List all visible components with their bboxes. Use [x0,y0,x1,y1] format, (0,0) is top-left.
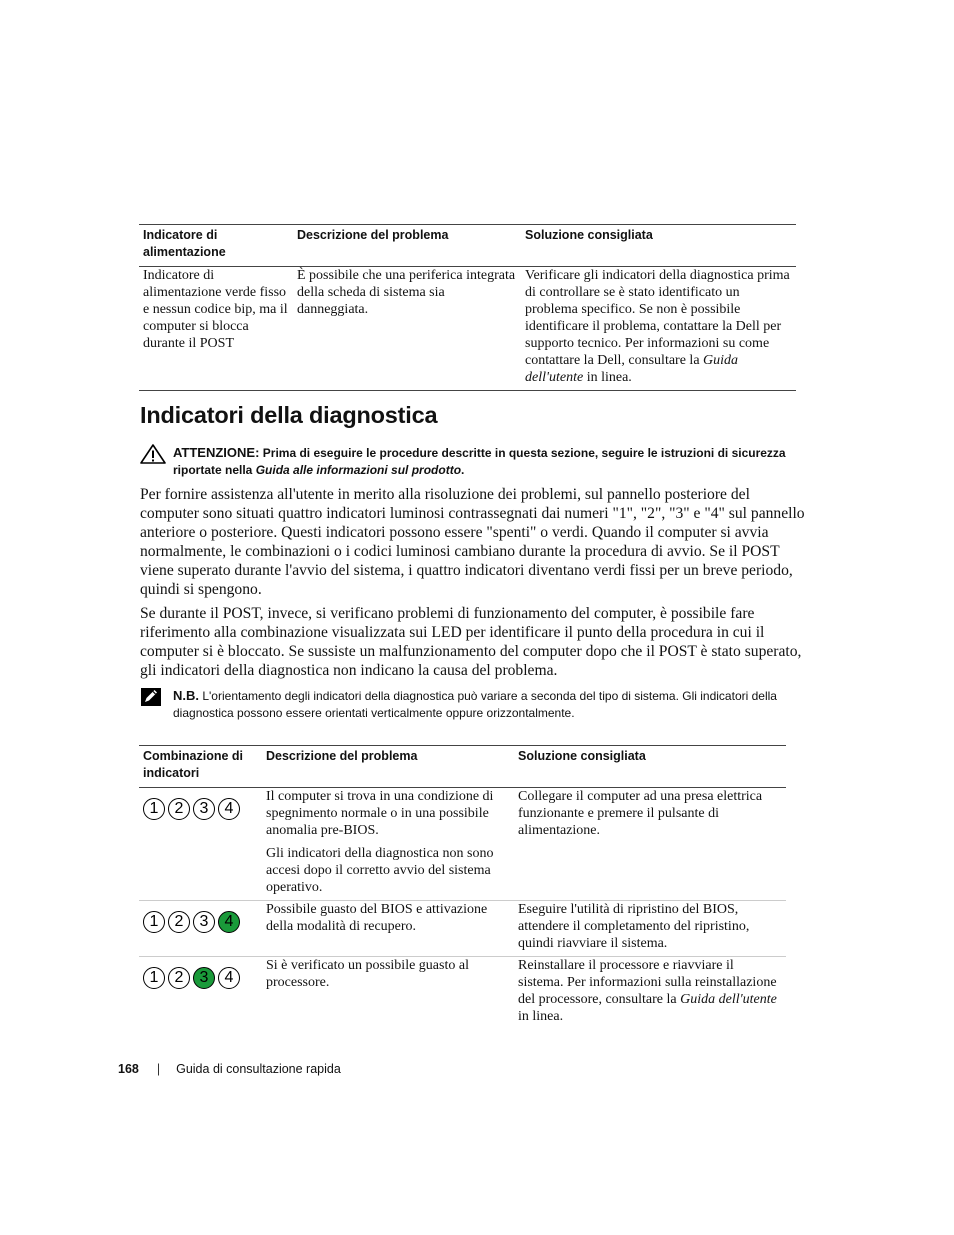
led-combination-cell [139,957,262,1030]
led-combination-cell [139,788,262,901]
led-indicator: 4 [218,967,240,989]
warning-text: Prima di eseguire le procedure descritte in questa sezione, seguire le istruzioni di sicurezza riportate nella [173,446,786,477]
note-pencil-icon [140,687,162,712]
led-indicator: 3 [193,967,215,989]
page-number: 168 [118,1062,139,1076]
column-header: Descrizione del problema [293,225,521,267]
diagnostic-lights [143,788,258,820]
table-header-row [139,225,796,267]
problem-cell: È possibile che una periferica integrata della scheda di sistema sia danneggiata. [293,267,521,391]
led-indicator: 2 [168,798,190,820]
note-label: N.B. [173,688,199,703]
warning-triangle-icon [140,444,166,469]
problem-text: Il computer si trova in una condizione di spegnimento normale o in una possibile anomalia pre-BIOS. [266,789,494,838]
column-header: Descrizione del problema [262,746,514,788]
solution-text: Reinstallare il processore e riavviare il sistema. Per informazioni sulla reinstallazione del processore, consultare la [518,958,777,1007]
user-guide-reference: Guida dell'utente [680,992,777,1007]
warning-label: ATTENZIONE: [173,445,260,460]
table-row [139,901,786,957]
warning-notice [140,444,815,479]
solution-text: Verificare gli indicatori della diagnostica prima di controllare se è stato identificato un problema specifico. Se non è possibile identificare il problema, contattare la Dell per supporto tecnico. Per informazioni su come contattare la Dell, consultare la [525,268,790,368]
solution-cell: Collegare il computer ad una presa elettrica funzionante e premere il pulsante di alimentazione. [514,788,786,901]
solution-cell [514,957,786,1030]
led-indicator: 1 [143,911,165,933]
column-header: Indicatore di alimentazione [139,225,293,267]
led-indicator: 1 [143,798,165,820]
solution-cell: Eseguire l'utilità di ripristino del BIOS, attendere il completamento del ripristino, quindi riavviare il sistema. [514,901,786,957]
solution-tail: in linea. [586,370,632,385]
led-indicator: 2 [168,911,190,933]
problem-cell [262,788,514,901]
table-header-row [139,746,786,788]
led-combination-cell [139,901,262,957]
user-guide-reference: Guida dell'utente [525,353,739,385]
solution-tail: in linea. [518,1009,564,1024]
led-indicator: 4 [218,911,240,933]
table-row [139,957,786,1030]
led-indicator: 3 [193,911,215,933]
problem-cell: Possibile guasto del BIOS e attivazione della modalità di recupero. [262,901,514,957]
product-info-guide-reference: Guida alle informazioni sul prodotto [255,463,462,477]
section-title: Indicatori della diagnostica [140,402,438,428]
post-paragraph: Se durante il POST, invece, si verificano problemi di funzionamento del computer, è possibile fare riferimento alla combinazione visualizzata sui LED per identificare il punto della procedura in cui il computer si è bloccato. Se sussiste un malfunzionamento del computer dopo che il POST è stato superato, gli indicatori della diagnostica non indicano la causa del problema. [140,605,802,679]
note-notice [140,687,815,722]
footer-title: Guida di consultazione rapida [176,1062,341,1076]
led-indicator: 2 [168,967,190,989]
diagnostic-lights [143,957,258,989]
intro-paragraph: Per fornire assistenza all'utente in merito alla risoluzione dei problemi, sul pannello posteriore del computer sono situati quattro indicatori luminosi contrassegnati dai numeri "1", "2", "3" e "4" sul pannello anteriore o posteriore. Questi indicatori possono essere "spenti" o verdi. Quando il computer si avvia normalmente, le combinazioni o i codici luminosi cambiano durante la procedura di avvio. Se il POST viene superato durante l'avvio del sistema, i quattro indicatori diventano verdi fissi per un breve periodo, quindi si spengono. [140,486,805,598]
led-indicator: 1 [143,967,165,989]
table-row [139,267,796,391]
led-indicator: 3 [193,798,215,820]
warning-tail: . [461,463,465,477]
note-text: L'orientamento degli indicatori della diagnostica può variare a seconda del tipo di sistema. Gli indicatori della diagnostica possono essere orientati verticalmente oppure orizzontalmente. [173,689,777,720]
table-row [139,788,786,901]
page-footer [118,1062,341,1076]
footer-separator: | [156,1062,161,1076]
column-header: Soluzione consigliata [514,746,786,788]
column-header: Soluzione consigliata [521,225,796,267]
column-header: Combinazione di indicatori [139,746,262,788]
led-indicator: 4 [218,798,240,820]
solution-cell [521,267,796,391]
power-cell: Indicatore di alimentazione verde fisso e nessun codice bip, ma il computer si blocca durante il POST [139,267,293,391]
problem-cell: Si è verificato un possibile guasto al processore. [266,958,469,990]
diagnostic-lights [143,901,258,933]
diagnostic-lights-table [139,745,786,1029]
power-indicator-table [139,224,796,391]
problem-text: Gli indicatori della diagnostica non sono accesi dopo il corretto avvio del sistema operativo. [266,846,494,895]
